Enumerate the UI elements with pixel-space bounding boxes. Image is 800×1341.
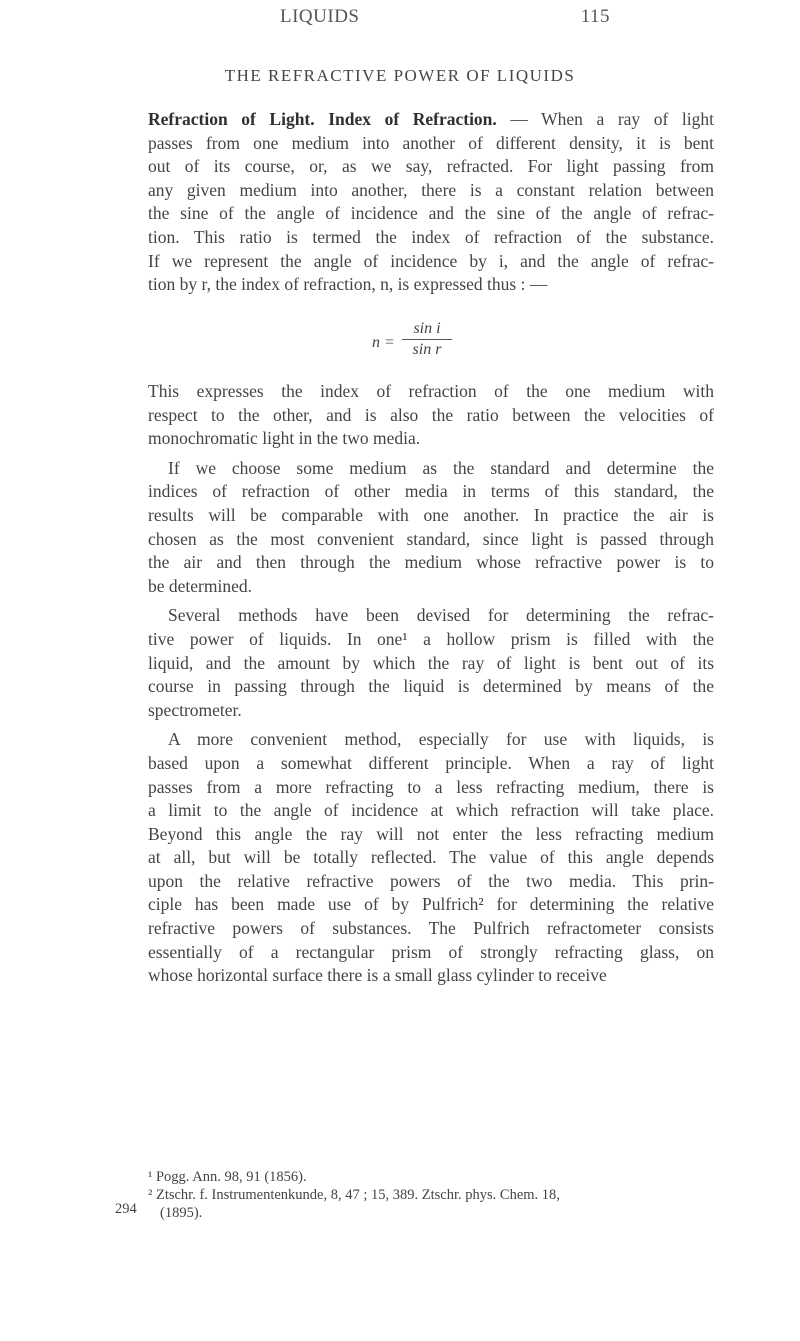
footnote-1: ¹ Pogg. Ann. 98, 91 (1856). [148,1169,307,1185]
text-line: Refraction of Light. Index of Refraction. — When a ray of light [148,109,714,129]
section-title: THE REFRACTIVE POWER OF LIQUIDS [224,66,576,85]
formula-denominator: sin r [412,341,442,358]
text-line: liquid, and the amount by which the ray of light is bent out of its [148,652,714,673]
text-line: indices of refraction of other media in terms of this standard, the [148,481,714,502]
text-line: be determined. [148,575,252,596]
formula-lhs: n = [372,334,395,351]
text-line: spectrometer. [148,699,242,720]
text-line: Several methods have been devised for determining the refrac- [168,605,714,626]
text-line: Beyond this angle the ray will not enter the less refracting medium [148,823,714,844]
text-line: out of its course, or, as we say, refracted. For light passing from [148,156,714,177]
body-paragraphs [148,380,714,988]
text-line: This expresses the index of refraction of the one medium with [148,381,714,401]
text-line: upon the relative refractive powers of the two media. This prin- [148,870,714,891]
running-head [280,6,610,28]
paragraph-heading: Refraction of Light. Index of Refraction. [148,109,497,129]
footnote-2-cont: (1895). [160,1205,203,1221]
text-line: results will be comparable with one another. In practice the air is [148,504,714,525]
text-line: the sine of the angle of incidence and the sine of the angle of refrac- [148,203,714,224]
text-line: chosen as the most convenient standard, since light is passed through [148,528,714,549]
text-line: at all, but will be totally reflected. The value of this angle depends [148,847,714,868]
refraction-formula [372,320,452,359]
text-line: essentially of a rectangular prism of strongly refracting glass, on [148,941,714,962]
text-line: If we choose some medium as the standard and determine the [168,457,714,478]
text-line: a limit to the angle of incidence at which refraction will take place. [148,800,714,821]
text-line: any given medium into another, there is a constant relation between [148,179,714,200]
text-line: tion by r, the index of refraction, n, is expressed thus : — [148,274,548,295]
text-line: ciple has been made use of by Pulfrich² for determining the relative [148,894,714,915]
text-line: passes from one medium into another of different density, it is bent [148,132,714,153]
text-line: monochromatic light in the two media. [148,428,421,449]
formula-numerator: sin i [402,320,452,340]
text-line: A more convenient method, especially for use with liquids, is [168,729,714,750]
footnote-2: ² Ztschr. f. Instrumentenkunde, 8, 47 ; 15, 389. Ztschr. phys. Chem. 18, [148,1187,560,1203]
paragraph-refraction [148,108,714,297]
footnotes [148,1168,728,1222]
text-line: passes from a more refracting to a less refracting medium, there is [148,776,714,797]
text-line: respect to the other, and is also the ratio between the velocities of [148,404,714,425]
text-line: course in passing through the liquid is determined by means of the [148,676,714,697]
text-line: the air and then through the medium whose refractive power is to [148,552,714,573]
text-line: whose horizontal surface there is a small glass cylinder to receive [148,965,607,986]
page-number: 115 [580,6,610,27]
text-line: tive power of liquids. In one¹ a hollow prism is filled with the [148,628,714,649]
running-title: LIQUIDS [280,6,360,27]
text-line: refractive powers of substances. The Pulfrich refractometer consists [148,918,714,939]
text-line: tion. This ratio is termed the index of refraction of the substance. [148,226,714,247]
bottom-page-number: 294 [115,1201,137,1217]
text-line: If we represent the angle of incidence by i, and the angle of refrac- [148,250,714,271]
formula-fraction [402,320,452,359]
text-line: based upon a somewhat different principle. When a ray of light [148,752,714,773]
